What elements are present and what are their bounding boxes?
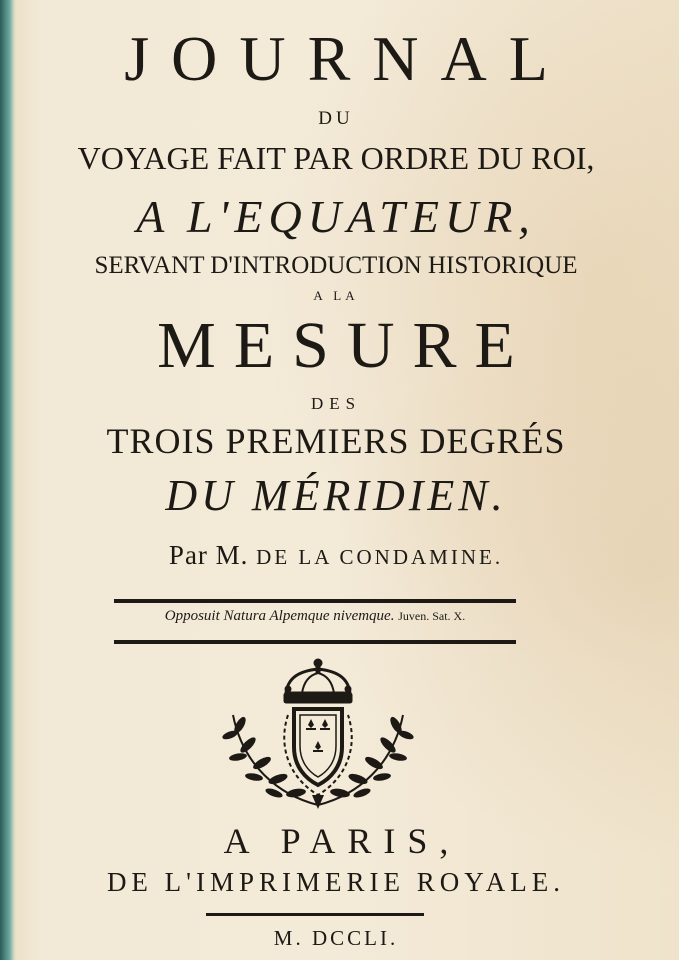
- author-line: [16, 540, 656, 571]
- imprint-printer: DE L'IMPRIMERIE ROYALE.: [106, 867, 566, 897]
- author-prefix: Par M.: [168, 540, 249, 570]
- title-servant: SERVANT D'INTRODUCTION HISTORIQUE: [94, 252, 578, 279]
- motto-source: Juven. Sat. X.: [398, 609, 466, 623]
- title-du: DU: [318, 108, 354, 129]
- title-du-meridien: DU MÉRIDIEN.: [165, 471, 507, 520]
- motto-quote: Opposuit Natura Alpemque nivemque.: [164, 608, 395, 624]
- motto: [114, 608, 516, 625]
- title-a-la: A LA: [313, 288, 359, 303]
- title-des: DES: [310, 394, 362, 413]
- motto-rule-bottom: [114, 640, 516, 644]
- title-mesure: MESURE: [157, 309, 533, 382]
- motto-rule-top: [114, 599, 516, 603]
- royal-coat-of-arms-icon: [218, 655, 418, 813]
- title-journal: JOURNAL: [124, 23, 570, 94]
- imprint-rule: [206, 913, 424, 916]
- book-spine-edge: [0, 0, 16, 960]
- title-trois-premiers-degres: TROIS PREMIERS DEGRÉS: [106, 421, 566, 461]
- imprint-date: M. DCCLI.: [273, 926, 399, 950]
- author-name: DE LA CONDAMINE.: [256, 545, 504, 569]
- title-equateur: A L'EQUATEUR,: [136, 191, 536, 242]
- imprint-city: A PARIS,: [223, 821, 461, 861]
- title-voyage: VOYAGE FAIT PAR ORDRE DU ROI,: [77, 140, 595, 176]
